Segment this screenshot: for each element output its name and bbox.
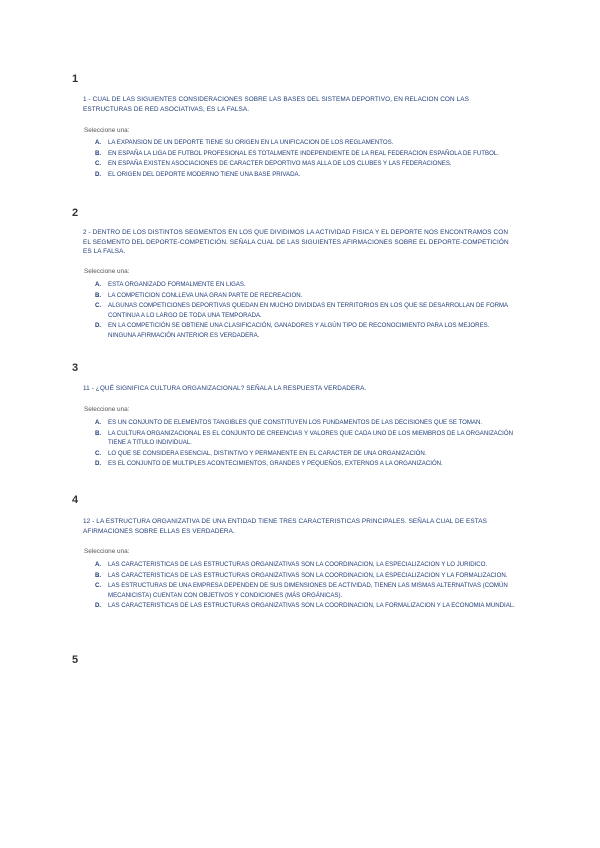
answer-option[interactable]: [95, 459, 515, 469]
option-letter: C.: [95, 302, 102, 309]
option-list: [95, 280, 515, 341]
answer-option[interactable]: [95, 291, 515, 301]
question-number: 4: [72, 494, 79, 506]
option-text: EN LA COMPETICIÓN SE OBTIENE UNA CLASIFICACIÓN, GANADORES Y ALGÚN TIPO DE RECONOCIMIENTO PARA LOS MEJORES. NINGUNA AFIRMACIÓN ANTERIOR ES VERDADERA.: [108, 322, 490, 339]
option-text: ES EL CONJUNTO DE MULTIPLES ACONTECIMIENTOS, GRANDES Y PEQUEÑOS, EXTERNOS A LA ORGANIZACIÓN.: [108, 460, 443, 467]
question-number: 1: [72, 73, 79, 85]
option-letter: A.: [95, 419, 102, 426]
option-text: LA COMPETICION CONLLEVA UNA GRAN PARTE DE RECREACION.: [108, 291, 303, 299]
option-letter: A.: [95, 281, 102, 288]
answer-option[interactable]: [95, 301, 515, 320]
answer-option[interactable]: [95, 280, 515, 290]
option-text: ALGUNAS COMPETICIONES DEPORTIVAS QUEDAN EN MUCHO DIVIDIDAS EN TERRITORIOS EN LOS QUE SE DESARROLLAN DE FORMA CONTINUA A LO LARGO DE TODA UNA TEMPORADA.: [108, 302, 508, 319]
question-text: 2 - DENTRO DE LOS DISTINTOS SEGMENTOS EN LOS QUE DIVIDIMOS LA ACTIVIDAD FISICA Y EL DEPORTE NOS ENCONTRAMOS CON EL SEGMENTO DEL DEPORTE-COMPETICIÓN. SEÑALA CUAL DE LAS SIGUIENTES AFIRMACIONES SOBRE EL DEPORTE-COMPETICIÓN ES LA FALSA.: [83, 229, 509, 255]
answer-option[interactable]: [95, 138, 515, 148]
option-text: LAS CARACTERISTICAS DE LAS ESTRUCTURAS ORGANIZATIVAS SON LA COORDINACION, LA ESPECIALIZACION Y LA FORMALIZACION.: [108, 571, 508, 579]
option-list: [95, 418, 515, 470]
option-text: EN ESPAÑA EXISTEN ASOCIACIONES DE CARACTER DEPORTIVO MAS ALLA DE LOS CLUBES Y LAS FEDERACIONES.: [108, 160, 452, 167]
option-letter: D.: [95, 602, 102, 609]
select-label: Seleccione una:: [84, 406, 130, 413]
question-number: 2: [72, 207, 79, 219]
option-text: EN ESPAÑA LA LIGA DE FUTBOL PROFESIONAL ES TOTALMENTE INDEPENDIENTE DE LA REAL FEDERACION ESPAÑOLA DE FUTBOL.: [108, 149, 499, 157]
answer-option[interactable]: [95, 560, 515, 570]
answer-option[interactable]: [95, 449, 515, 459]
option-letter: A.: [95, 561, 102, 568]
select-label: Seleccione una:: [84, 268, 130, 275]
option-letter: D.: [95, 460, 102, 467]
question-number: 3: [72, 362, 79, 374]
option-letter: B.: [95, 429, 102, 437]
select-label: Seleccione una:: [84, 127, 130, 134]
option-letter: A.: [95, 139, 102, 146]
option-text: ESTA ORGANIZADO FORMALMENTE EN LIGAS.: [108, 281, 246, 288]
option-text: LAS ESTRUCTURAS DE UNA EMPRESA DEPENDEN DE SUS DIMENSIONES DE ACTIVIDAD, TIENEN LAS MISMAS ALTERNATIVAS (COMÚN MECANICISTA) CUENTAN CON OBJETIVOS Y CONDICIONES (MÁS ORGÁNICAS).: [108, 582, 508, 599]
answer-option[interactable]: [95, 418, 515, 428]
option-text: LAS CARACTERISTICAS DE LAS ESTRUCTURAS ORGANIZATIVAS SON LA COORDINACION, LA ESPECIALIZACION Y LO JURIDICO.: [108, 561, 488, 568]
option-text: LA CULTURA ORGANIZACIONAL ES EL CONJUNTO DE CREENCIAS Y VALORES QUE CADA UNO DE LOS MIEMBROS DE LA ORGANIZACIÓN TIENE A TITULO INDIVIDUAL.: [108, 429, 513, 446]
option-text: LA EXPANSION DE UN DEPORTE TIENE SU ORIGEN EN LA UNIFICACION DE LOS REGLAMENTOS.: [108, 139, 394, 146]
option-letter: B.: [95, 149, 102, 157]
option-text: LO QUE SE CONSIDERA ESENCIAL, DISTINTIVO Y PERMANENTE EN EL CARACTER DE UNA ORGANIZACIÓN.: [108, 449, 427, 457]
answer-option[interactable]: [95, 581, 515, 600]
answer-option[interactable]: [95, 159, 515, 169]
question-text: 11 - ¿QUÉ SIGNIFICA CULTURA ORGANIZACIONAL? SEÑALA LA RESPUESTA VERDADERA.: [83, 385, 367, 392]
option-letter: C.: [95, 160, 102, 167]
option-letter: B.: [95, 571, 102, 579]
option-letter: C.: [95, 582, 102, 589]
option-letter: B.: [95, 291, 102, 299]
answer-option[interactable]: [95, 149, 515, 159]
option-text: ES UN CONJUNTO DE ELEMENTOS TANGIBLES QUE CONSTITUYEN LOS FUNDAMENTOS DE LAS DECISIONES QUE SE TOMAN.: [108, 419, 483, 426]
option-letter: D.: [95, 170, 102, 178]
answer-option[interactable]: [95, 321, 515, 340]
option-letter: C.: [95, 449, 102, 457]
answer-option[interactable]: [95, 571, 515, 581]
option-list: [95, 560, 515, 612]
question-text: 12 - LA ESTRUCTURA ORGANIZATIVA DE UNA ENTIDAD TIENE TRES CARACTERISTICAS PRINCIPALES. SEÑALA CUAL DE ESTAS AFIRMACIONES SOBRE ELLAS ES VERDADERA.: [83, 518, 487, 535]
select-label: Seleccione una:: [84, 548, 130, 555]
answer-option[interactable]: [95, 601, 515, 611]
question-number: 5: [72, 654, 79, 666]
option-letter: D.: [95, 322, 102, 329]
question-text: 1 - CUAL DE LAS SIGUIENTES CONSIDERACIONES SOBRE LAS BASES DEL SISTEMA DEPORTIVO, EN RELACION CON LAS ESTRUCTURAS DE RED ASOCIATIVAS, ES LA FALSA.: [83, 96, 469, 113]
option-text: LAS CARACTERISTICAS DE LAS ESTRUCTURAS ORGANIZATIVAS SON LA COORDINACION, LA FORMALIZACION Y LA ECONOMIA MUNDIAL.: [108, 602, 515, 609]
answer-option[interactable]: [95, 170, 515, 180]
option-list: [95, 138, 515, 180]
answer-option[interactable]: [95, 429, 515, 448]
option-text: EL ORIGEN DEL DEPORTE MODERNO TIENE UNA BASE PRIVADA.: [108, 170, 301, 178]
